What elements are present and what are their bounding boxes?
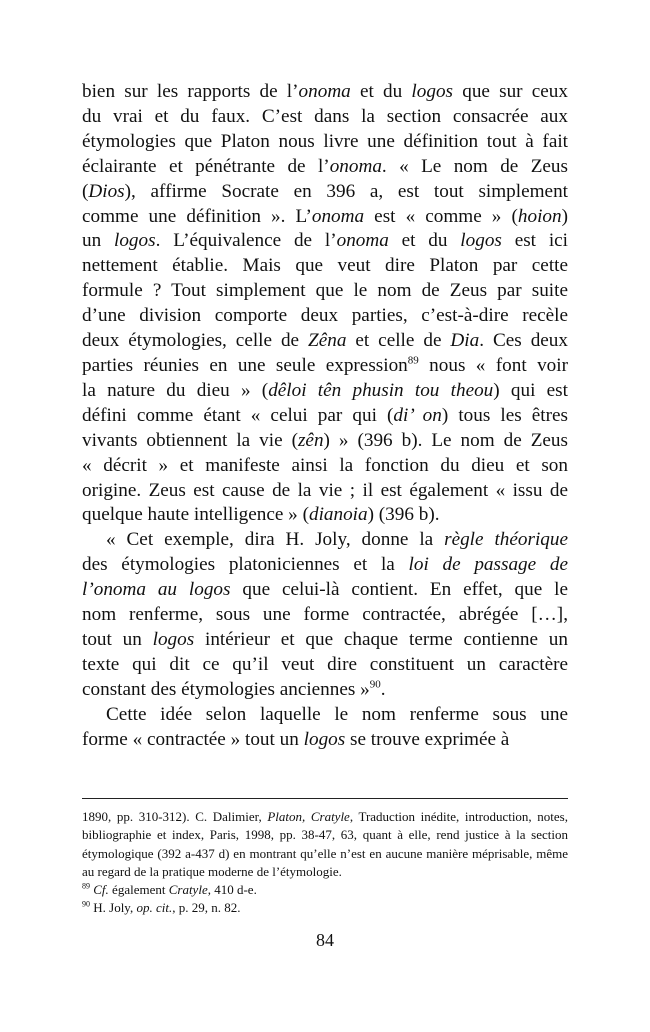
text-line [82,80,568,105]
text-run: et celle de [346,330,451,352]
text-run: est ici [501,230,568,252]
text-line [82,528,568,553]
text-run: étymologies que Platon nous livre une définition tout à fait [82,130,568,152]
italic-text: zên [297,429,324,451]
text-run: deux étymologies, celle de [82,330,309,352]
italic-text: logos [411,81,454,102]
text-run: . Ces deux [479,330,568,352]
italic-text: onoma [336,230,389,252]
italic-text: Cratyle [168,882,208,898]
italic-text: logos [303,728,346,750]
text-run: ( [82,180,89,202]
italic-text: onoma [311,205,365,227]
italic-text: onoma [329,155,382,177]
text-run: tout un [82,628,153,650]
italic-text: dianoia [308,504,368,526]
text-run: 1890, pp. 310-312). C. Dalimier, [82,809,268,824]
italic-text: logos [152,628,195,650]
text-run: , 410 d-e. [207,882,257,898]
text-line [82,678,568,703]
text-line [82,279,568,304]
text-run: du vrai et du faux. C’est dans la section consacrée aux [82,105,568,127]
text-line [82,454,568,479]
text-run: la nature du dieu » ( [82,379,269,401]
text-line [82,503,568,528]
text-run: éclairante et pénétrante de l’ [82,155,330,177]
text-run: ) [561,205,568,227]
text-line [82,379,568,404]
text-run: des étymologies platoniciennes et la [82,554,409,576]
paragraph [82,703,568,753]
text-run: défini comme étant « celui par qui ( [82,404,394,426]
text-line [82,628,568,653]
footnote-reference: 89 [82,881,90,891]
italic-text: Platon, Cratyle [267,809,350,824]
text-line [82,130,568,155]
italic-text: loi de passage de [408,554,568,576]
text-run: ) (396 b). [367,504,440,526]
text-run: parties réunies en une seule expression [82,354,408,376]
text-line [82,229,568,254]
text-line [82,155,568,180]
text-line [82,578,568,603]
footnotes [82,808,568,918]
text-run: . [380,678,386,700]
text-run: et du [350,81,412,102]
text-run: origine. Zeus est cause de la vie ; il est également « issu de [82,479,568,501]
text-run: et du [388,230,461,252]
text-line [82,429,568,454]
italic-text: op. cit. [136,900,173,916]
text-run: un [82,230,114,252]
footnote-reference: 90 [82,900,90,910]
text-line [82,329,568,354]
italic-text: di’ on [393,404,442,426]
italic-text: dêloi tên phusin tou theou [268,379,494,401]
text-run: que sur ceux [453,81,568,102]
text-run: ) qui est [493,379,568,401]
italic-text: l’onoma au logos [82,579,231,601]
text-line [82,553,568,578]
text-line [82,354,568,379]
text-run: ) » (396 b). Le nom de Zeus [323,429,568,451]
text-run: se trouve exprimée à [345,728,510,750]
text-line [82,304,568,329]
text-run: ) tous les êtres [441,404,569,426]
text-run: texte qui dit ce qu’il veut dire constituent un caractère [82,653,568,675]
text-run: intérieur et que chaque terme contienne un [194,628,568,650]
text-run: , p. 29, n. 82. [172,900,241,916]
text-run: forme « contractée » tout un [82,728,304,750]
footnote-reference: 90 [369,678,381,691]
footnote-separator [82,798,568,799]
italic-text: logos [460,230,502,252]
footnote-reference: 89 [407,354,419,367]
footnote [82,881,568,899]
text-run: vivants obtiennent la vie ( [82,429,298,451]
text-line [82,703,568,728]
italic-text: hoion [517,205,562,227]
text-run: formule ? Tout simplement que le nom de Zeus par suite [82,280,568,302]
text-run: H. Joly, [90,900,137,916]
text-run: Cette idée selon laquelle le nom renferme sous une [106,703,568,725]
paragraph [82,80,568,528]
text-run: . L’équivalence de l’ [155,230,337,252]
text-run: également [108,882,169,898]
text-run: nous « font voir [418,354,568,376]
text-run: « décrit » et manifeste ainsi la fonction du dieu et son [82,454,568,476]
text-line [82,728,568,753]
page-number: 84 [316,930,334,950]
italic-text: logos [114,230,156,252]
text-run: . « Le nom de Zeus [381,155,568,177]
italic-text: onoma [298,81,351,102]
text-line [82,479,568,504]
italic-text: Dios [88,180,125,202]
text-line [82,205,568,230]
footnote [82,808,568,881]
paragraph [82,528,568,702]
text-line [82,180,568,205]
text-run: « Cet exemple, dira H. Joly, donne la [106,529,445,551]
text-line [82,105,568,130]
italic-text: Dia [450,330,480,352]
text-line [82,653,568,678]
text-run: constant des étymologies anciennes » [82,678,370,700]
text-run: quelque haute intelligence » ( [82,504,309,526]
text-run: comme une définition ». L’ [82,205,312,227]
text-run: d’une division comporte deux parties, c’est-à-dire recèle [82,305,568,327]
text-line [82,254,568,279]
text-run: nettement établie. Mais que veut dire Platon par cette [82,255,568,277]
text-run: bien sur les rapports de l’ [82,81,299,102]
italic-text: Cf. [93,882,109,898]
text-run: ), affirme Socrate en 396 a, est tout simplement [124,180,568,202]
text-run: que celui-là contient. En effet, que le [230,579,569,601]
italic-text: règle théorique [444,529,568,551]
text-line [82,404,568,429]
text-run: , Traduction inédite, introduction, notes, bibliographie et index, Paris, 1998, pp. 38-47, 63, quant à elle, rend justice à la section étymologique (392 a-437 d) en montrant qu’elle n’est en aucune manière méprisable, même au regard de la pratique moderne de l’étymologie. [82,809,568,879]
italic-text: Zêna [308,330,347,352]
main-text [82,80,568,752]
footnote [82,899,568,917]
text-run: nom renferme, sous une forme contractée, abrégée […], [82,604,568,626]
text-run: est « comme » ( [364,205,518,227]
text-line [82,603,568,628]
